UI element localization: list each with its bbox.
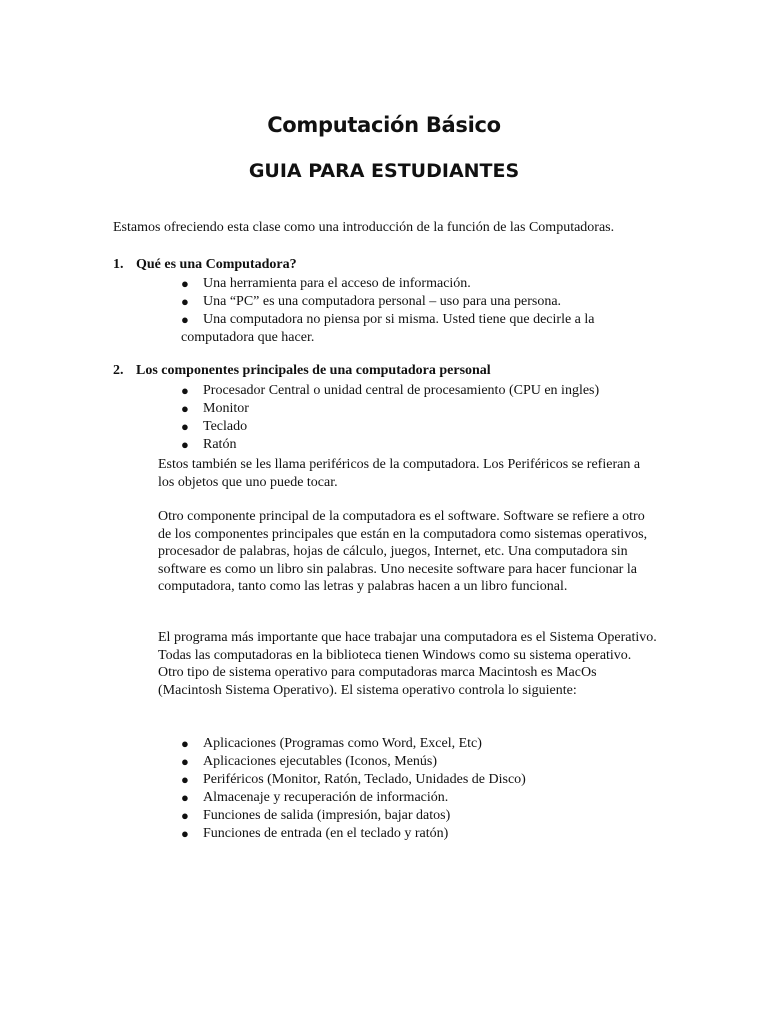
bullet-icon: ●	[181, 401, 189, 416]
bullet-icon: ●	[181, 736, 189, 751]
bullet-icon: ●	[181, 826, 189, 841]
list-item: ● Monitor	[181, 401, 249, 416]
list-item: ● Periféricos (Monitor, Ratón, Teclado, Unidades de Disco)	[181, 772, 526, 787]
section-1-number: 1.	[113, 257, 124, 272]
list-item: ● Una computadora no piensa por si misma. Usted tiene que decirle a la computadora que hacer.	[181, 312, 595, 345]
list-item: ● Teclado	[181, 419, 248, 434]
os-controls-bullet-list	[181, 735, 641, 843]
bullet-icon: ●	[181, 808, 189, 823]
section-1-heading	[113, 257, 297, 273]
section-1-title: Qué es una Computadora?	[136, 257, 297, 272]
document-subtitle: GUIA PARA ESTUDIANTES	[248, 160, 520, 182]
section-2-number: 2.	[113, 363, 124, 378]
list-item: ● Una herramienta para el acceso de información.	[181, 276, 471, 291]
section-2-title: Los componentes principales de una computadora personal	[136, 363, 491, 378]
operating-system-paragraph: El programa más importante que hace trabajar una computadora es el Sistema Operativo. Todas las computadoras en la biblioteca tienen Windows como su sistema operativo. Otro tipo de sistema operativo para computadoras marca Macintosh es MacOs (Macintosh Sistema Operativo). El sistema operativo controla lo siguiente:	[158, 630, 657, 698]
list-item: ● Aplicaciones ejecutables (Iconos, Menús)	[181, 754, 438, 769]
section-2-bullet-list	[181, 382, 641, 454]
bullet-icon: ●	[181, 772, 189, 787]
document-title: Computación Básico	[267, 113, 501, 137]
bullet-icon: ●	[181, 754, 189, 769]
list-item: ● Aplicaciones (Programas como Word, Excel, Etc)	[181, 736, 482, 751]
list-item: ● Una “PC” es una computadora personal – uso para una persona.	[181, 294, 562, 309]
bullet-icon: ●	[181, 276, 189, 291]
bullet-icon: ●	[181, 294, 189, 309]
list-item: ● Funciones de salida (impresión, bajar datos)	[181, 808, 451, 823]
bullet-icon: ●	[181, 419, 189, 434]
section-2-heading	[113, 363, 491, 379]
bullet-icon: ●	[181, 790, 189, 805]
software-paragraph: Otro componente principal de la computadora es el software. Software se refiere a otro de los componentes principales que están en la computadora como sistemas operativos, procesador de palabras, hojas de cálculo, juegos, Internet, etc. Una computadora sin software es como un libro sin palabras. Uno necesite software para hacer funcionar la computadora, tanto como las letras y palabras hacen a un libro funcional.	[158, 509, 648, 594]
peripherals-paragraph: Estos también se les llama periféricos de la computadora. Los Periféricos se refieran a los objetos que uno puede tocar.	[158, 457, 641, 490]
list-item: ● Funciones de entrada (en el teclado y ratón)	[181, 826, 449, 841]
bullet-icon: ●	[181, 437, 189, 452]
bullet-icon: ●	[181, 383, 189, 398]
bullet-icon: ●	[181, 312, 189, 327]
section-1-bullet-list	[181, 275, 641, 347]
list-item: ● Almacenaje y recuperación de información.	[181, 790, 449, 805]
list-item: ● Ratón	[181, 437, 237, 452]
intro-paragraph: Estamos ofreciendo esta clase como una introducción de la función de las Computadoras.	[113, 220, 615, 235]
list-item: ● Procesador Central o unidad central de procesamiento (CPU en ingles)	[181, 383, 600, 398]
